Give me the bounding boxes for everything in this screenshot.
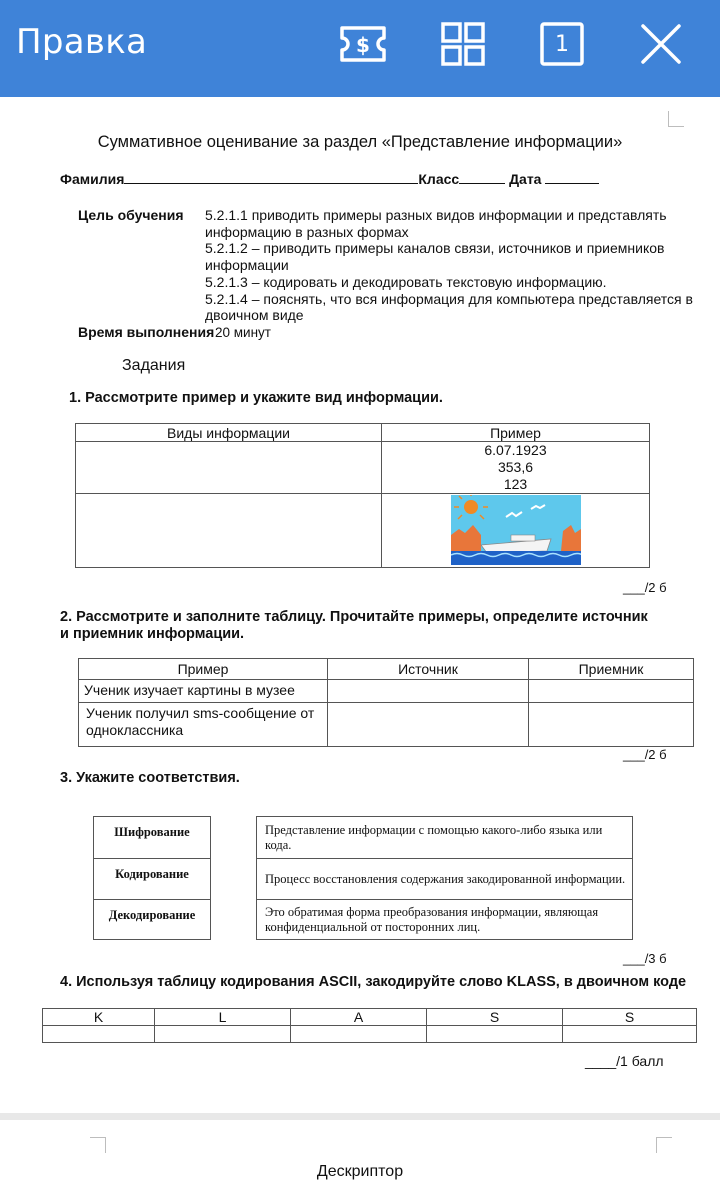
answer-cell[interactable] (328, 703, 529, 747)
goal-item: 5.2.1.4 – пояснять, что вся информация для компьютера представляется в двоичном виде (205, 290, 693, 324)
binary-answer-cell[interactable] (563, 1026, 697, 1043)
source-receiver-table (78, 658, 694, 747)
answer-cell[interactable] (76, 494, 382, 568)
page-corner-mark (656, 1137, 672, 1153)
table-header: Виды информации (76, 424, 382, 442)
definitions-table (256, 816, 633, 940)
score-q2: ___/2 б (623, 747, 667, 762)
table-cell: Ученик изучает картины в музее (79, 680, 328, 703)
letter-header: S (427, 1009, 563, 1026)
app-bar (0, 0, 720, 97)
table-header: Пример (382, 424, 650, 442)
table-header: Источник (328, 659, 529, 680)
binary-answer-cell[interactable] (43, 1026, 155, 1043)
document-title: Суммативное оценивание за раздел «Представление информации» (97, 133, 623, 151)
next-page-title: Дескриптор (316, 1163, 404, 1180)
grid-view-button[interactable] (433, 14, 493, 74)
example-line: 6.07.1923 (484, 442, 547, 458)
table-cell: Ученик получил sms-сообщение от одноклассника (79, 703, 328, 747)
example-numbers-cell (382, 442, 650, 494)
question-1: 1. Рассмотрите пример и укажите вид информации. (69, 390, 443, 406)
letter-header: A (291, 1009, 427, 1026)
ship-seascape-image (451, 495, 581, 565)
date-blank (545, 172, 599, 184)
time-label: Время выполнения (78, 324, 215, 340)
answer-cell[interactable] (76, 442, 382, 494)
score-q4: ____/1 балл (585, 1053, 664, 1069)
letter-header: K (43, 1009, 155, 1026)
date-label: Дата (509, 171, 542, 187)
info-types-table (75, 423, 650, 568)
page-number: 1 (555, 31, 569, 57)
question-2: 2. Рассмотрите и заполните таблицу. Прочитайте примеры, определите источник и приемник информации. (60, 609, 648, 642)
grid-icon (440, 21, 486, 67)
term-cell[interactable]: Кодирование (94, 859, 211, 900)
name-class-date-line (60, 171, 599, 187)
example-line: 123 (503, 476, 528, 492)
definition-cell[interactable]: Представление информации с помощью какого-либо языка или кода. (257, 817, 633, 859)
page-number-button[interactable] (532, 14, 592, 74)
table-header: Пример (79, 659, 328, 680)
table-header: Приемник (529, 659, 694, 680)
ticket-dollar-icon (337, 22, 389, 66)
goal-item: 5.2.1.2 – приводить примеры каналов связи, источников и приемников информации (205, 240, 665, 274)
letter-header: L (155, 1009, 291, 1026)
surname-label: Фамилия (60, 171, 125, 187)
time-value: 20 минут (215, 325, 271, 340)
svg-text:$: $ (356, 33, 370, 57)
answer-cell[interactable] (529, 680, 694, 703)
term-cell[interactable]: Декодирование (94, 900, 211, 940)
document-page[interactable] (0, 97, 720, 1113)
page-corner-mark (668, 111, 684, 127)
goal-item: 5.2.1.3 – кодировать и декодировать текстовую информацию. (205, 273, 607, 290)
close-button[interactable] (631, 14, 691, 74)
goal-item: 5.2.1.1 приводить примеры разных видов информации и представлять информацию в разных формах (205, 207, 667, 240)
app-title: Правка (16, 22, 148, 62)
ascii-table (42, 1008, 697, 1043)
score-q1: ___/2 б (623, 580, 667, 595)
next-page-preview[interactable] (0, 1113, 720, 1190)
class-label: Класс (418, 171, 460, 187)
page-corner-mark (90, 1137, 106, 1153)
binary-answer-cell[interactable] (155, 1026, 291, 1043)
score-q3: ___/3 б (623, 951, 667, 966)
close-icon (639, 22, 683, 66)
question-4: 4. Используя таблицу кодирования ASCII, закодируйте слово KLASS, в двоичном коде (60, 974, 687, 990)
class-blank (459, 172, 505, 184)
binary-answer-cell[interactable] (427, 1026, 563, 1043)
letter-header: S (563, 1009, 697, 1026)
definition-cell[interactable]: Процесс восстановления содержания закодированной информации. (257, 859, 633, 900)
term-cell[interactable]: Шифрование (94, 817, 211, 859)
terms-table (93, 816, 211, 940)
example-line: 353,6 (497, 459, 534, 475)
learning-goals (205, 207, 705, 324)
question-3: 3. Укажите соответствия. (60, 770, 240, 786)
binary-answer-cell[interactable] (291, 1026, 427, 1043)
tasks-heading: Задания (122, 357, 186, 374)
ticket-dollar-button[interactable] (333, 14, 393, 74)
answer-cell[interactable] (328, 680, 529, 703)
example-picture-cell (382, 494, 650, 568)
answer-cell[interactable] (529, 703, 694, 747)
surname-blank (124, 172, 418, 184)
goals-label: Цель обучения (78, 207, 184, 223)
definition-cell[interactable]: Это обратимая форма преобразования информации, являющая конфиденциальной от посторонних лиц. (257, 900, 633, 940)
